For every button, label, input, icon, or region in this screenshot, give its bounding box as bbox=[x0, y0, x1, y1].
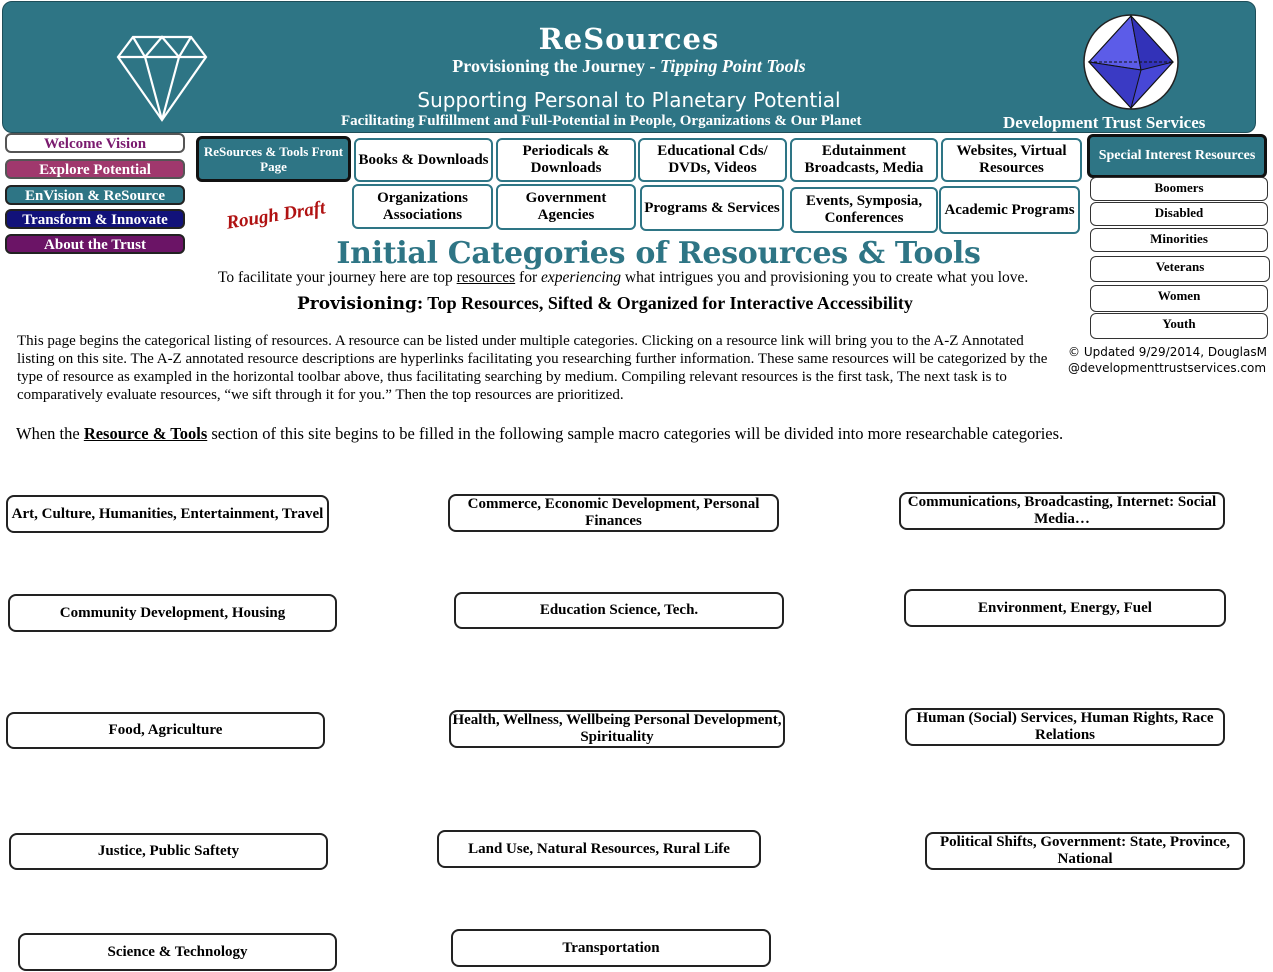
nav-welcome-vision[interactable]: Welcome Vision bbox=[5, 133, 185, 153]
category-health-wellness[interactable]: Health, Wellness, Wellbeing Personal Development, Spirituality bbox=[449, 710, 785, 748]
special-youth[interactable]: Youth bbox=[1090, 313, 1268, 339]
category-environment[interactable]: Environment, Energy, Fuel bbox=[904, 589, 1226, 627]
intro-part-2: for bbox=[515, 269, 541, 286]
category-science-technology[interactable]: Science & Technology bbox=[18, 933, 337, 971]
category-art-culture[interactable]: Art, Culture, Humanities, Entertainment, Travel bbox=[6, 495, 329, 533]
toolbar-organizations[interactable]: Organizations Associations bbox=[352, 184, 493, 229]
intro-part-3: what intrigues you and provisioning you to create what you love. bbox=[621, 269, 1029, 286]
toolbar-educational-cds[interactable]: Educational Cds/ DVDs, Videos bbox=[638, 138, 787, 182]
category-human-services[interactable]: Human (Social) Services, Human Rights, Race Relations bbox=[905, 708, 1225, 746]
intro-italic: experiencing bbox=[541, 269, 622, 286]
nav-explore-potential[interactable]: Explore Potential bbox=[5, 159, 185, 179]
nav-envision-resource[interactable]: EnVision & ReSource bbox=[5, 185, 185, 205]
intro-text bbox=[218, 269, 1028, 287]
category-justice[interactable]: Justice, Public Saftety bbox=[9, 833, 328, 870]
toolbar-books-downloads[interactable]: Books & Downloads bbox=[354, 138, 493, 182]
subtitle-italic: Tipping Point Tools bbox=[659, 56, 806, 76]
provisioning-lead: Provisioning: bbox=[297, 294, 424, 314]
category-commerce[interactable]: Commerce, Economic Development, Personal Finances bbox=[448, 494, 779, 532]
intro-part-1: To facilitate your journey here are top bbox=[218, 269, 457, 286]
tagline: Supporting Personal to Planetary Potential bbox=[417, 88, 841, 112]
updated-line-2: @developmenttrustservices.com bbox=[1068, 361, 1267, 375]
provisioning-rest: Top Resources, Sifted & Organized for Interactive Accessibility bbox=[423, 293, 913, 313]
toolbar-special-interest[interactable]: Special Interest Resources bbox=[1087, 134, 1267, 178]
when-sentence bbox=[16, 424, 1063, 444]
toolbar-front-page[interactable]: ReSources & Tools Front Page bbox=[196, 136, 351, 182]
category-community-development[interactable]: Community Development, Housing bbox=[8, 594, 337, 632]
toolbar-periodicals-downloads[interactable]: Periodicals & Downloads bbox=[496, 138, 636, 182]
org-name: Development Trust Services bbox=[1003, 113, 1206, 132]
resources-link[interactable]: resources bbox=[456, 269, 516, 286]
description-paragraph: This page begins the categorical listing of resources. A resource can be listed under multiple categories. Clicking on a resource link will bring you to the A-Z Annotated listing on this site. The A-Z annotated resource descriptions are hyperlinks facilitating you researching further information. These same resources will be categorized by the type of resource as exampled in the horizontal toolbar above, thus facilitating searching by medium. Compiling relevant resources is the first task, The next task is to comparatively evaluate resources, “we sift through it for you.” Then the top resources are prioritized. bbox=[17, 333, 1048, 403]
special-women[interactable]: Women bbox=[1090, 285, 1268, 312]
when-part-2: section of this site begins to be filled in the following sample macro categories will be divided into more researchable categories. bbox=[207, 424, 1064, 443]
updated-note bbox=[1068, 344, 1267, 376]
category-food-agriculture[interactable]: Food, Agriculture bbox=[6, 712, 325, 749]
category-education[interactable]: Education Science, Tech. bbox=[454, 592, 784, 629]
header-banner bbox=[2, 1, 1256, 133]
toolbar-academic-programs[interactable]: Academic Programs bbox=[939, 186, 1080, 234]
special-boomers[interactable]: Boomers bbox=[1090, 177, 1268, 201]
updated-line-1: © Updated 9/29/2014, DouglasM bbox=[1068, 345, 1267, 359]
resource-tools-link[interactable]: Resource & Tools bbox=[83, 424, 208, 443]
when-part-1: When the bbox=[16, 424, 84, 443]
toolbar-edutainment[interactable]: Edutainment Broadcasts, Media bbox=[790, 138, 938, 182]
rough-draft-label: Rough Draft bbox=[224, 197, 327, 234]
page-heading: Initial Categories of Resources & Tools bbox=[336, 236, 981, 271]
category-land-use[interactable]: Land Use, Natural Resources, Rural Life bbox=[437, 830, 761, 868]
facilitating-text: Facilitating Fulfillment and Full-Potential in People, Organizations & Our Planet bbox=[341, 113, 862, 129]
site-subtitle bbox=[3, 56, 1255, 77]
special-veterans[interactable]: Veterans bbox=[1090, 256, 1270, 282]
site-title: ReSources bbox=[538, 22, 720, 56]
special-minorities[interactable]: Minorities bbox=[1090, 228, 1268, 252]
category-transportation[interactable]: Transportation bbox=[451, 929, 771, 967]
category-political-shifts[interactable]: Political Shifts, Government: State, Province, National bbox=[925, 832, 1245, 870]
toolbar-programs-services[interactable]: Programs & Services bbox=[640, 185, 784, 231]
subtitle-lead: Provisioning the Journey - bbox=[452, 56, 660, 76]
nav-transform-innovate[interactable]: Transform & Innovate bbox=[5, 209, 185, 229]
toolbar-government-agencies[interactable]: Government Agencies bbox=[496, 184, 636, 230]
category-communications[interactable]: Communications, Broadcasting, Internet: Social Media… bbox=[899, 492, 1225, 530]
octahedron-logo-icon bbox=[1081, 12, 1181, 112]
special-disabled[interactable]: Disabled bbox=[1090, 202, 1268, 226]
nav-about-trust[interactable]: About the Trust bbox=[5, 234, 185, 254]
toolbar-events-symposia[interactable]: Events, Symposia, Conferences bbox=[790, 187, 938, 233]
toolbar-websites-virtual[interactable]: Websites, Virtual Resources bbox=[941, 138, 1082, 182]
provisioning-line bbox=[297, 293, 913, 314]
